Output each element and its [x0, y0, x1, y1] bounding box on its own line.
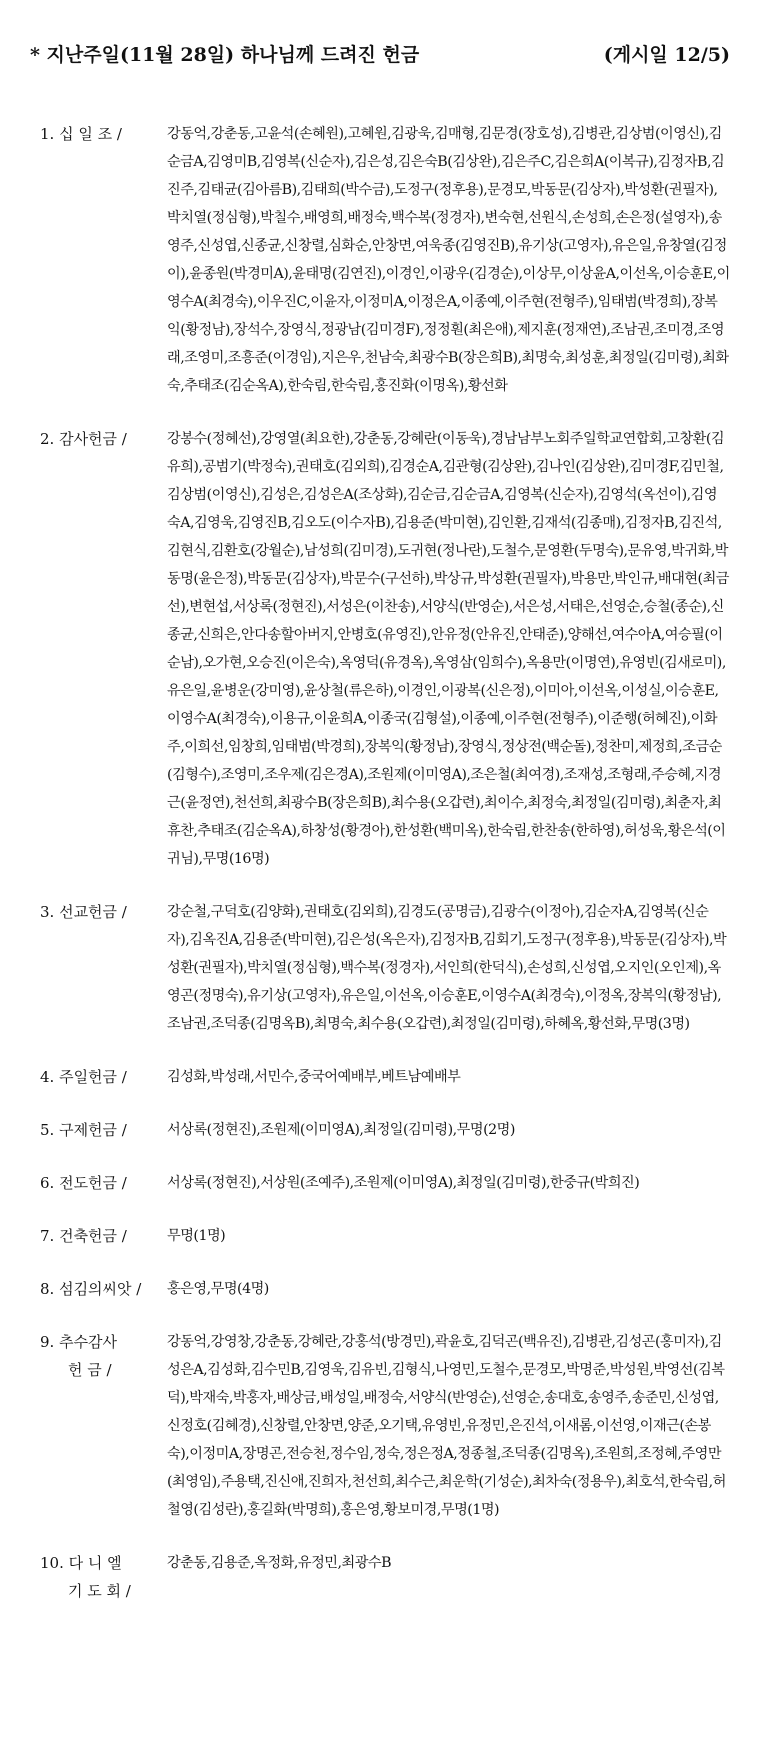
offering-category-label	[40, 1169, 167, 1197]
offering-section	[40, 120, 730, 400]
offering-section	[40, 425, 730, 873]
donor-names: 홍은영,무명(4명)	[167, 1281, 269, 1297]
offering-list	[40, 120, 730, 1630]
offering-category-label	[40, 1275, 167, 1303]
offering-category-label	[40, 1328, 167, 1384]
offering-category-label	[40, 898, 167, 926]
offering-category-label	[40, 425, 167, 453]
donor-names: 서상록(정현진),서상원(조예주),조원제(이미영A),최정일(김미령),한중규(박희진)	[167, 1175, 640, 1191]
donor-names: 김성화,박성래,서민수,중국어예배부,베트남예배부	[167, 1069, 461, 1085]
page-title: * 지난주일(11월 28일) 하나님께 드려진 헌금	[30, 44, 420, 66]
donor-names: 무명(1명)	[167, 1228, 226, 1244]
offering-section	[40, 1169, 730, 1197]
donor-names: 강춘동,김용준,옥정화,유정민,최광수B	[167, 1555, 392, 1571]
donor-names: 강봉수(정혜선),강영열(최요한),강춘동,강혜란(이동욱),경남남부노회주일학교연합회,고창환(김유희),공범기(박정숙),권태호(김외희),김경순A,김관형(김상완),김나인(김상완),김미경F,김민철,김상범(이영신),김성은,김성은A(조상화),김순금,김순금A,김영복(신순자),김영석(옥선이),김영숙A,김영욱,김영진B,김오도(이수자B),김용준(박미현),김인환,김재석(김종매),김정자B,김진석,김현식,김환호(강월순),남성희(김미경),도귀현(정나란),도철수,문영환(두명숙),문유영,박귀화,박동명(윤은정),박동문(김상자),박문수(구선하),박상규,박성환(권필자),박용만,박인규,배대현(최금선),변현섭,서상록(정현진),서성은(이찬송),서양식(반영순),서은성,서태은,선영순,승철(종순),신종균,신희은,안다송할아버지,안병호(유영진),안유정(안유진,안태준),양해선,여수아A,여승필(이순남),오가현,오승진(이은숙),옥영덕(유경옥),옥영삼(임희수),옥용만(이명연),유영빈(김새로미),유은일,윤병운(강미영),윤상철(류은하),이경인,이광복(신은정),이미아,이선옥,이성실,이승훈E,이영수A(최경숙),이용규,이윤희A,이종국(김형설),이종예,이주현(전형주),이준행(허혜진),이화주,이희선,임창희,임태범(박경희),장복익(황정남),장영식,정상전(백순돌),정찬미,제정희,조금순(김형수),조영미,조우제(김은경A),조원제(이미영A),조은철(최여경),조재성,조형래,주승혜,지경근(윤정연),천선희,최광수B(장은희B),최수용(오갑련),최이수,최정숙,최정일(김미령),최춘자,최휴찬,추태조(김순옥A),하창성(황경아),한성환(백미옥),한숙림,한찬송(한하영),허성욱,황은석(이귀님),무명(16명)	[167, 431, 729, 867]
post-date: (게시일 12/5)	[603, 44, 730, 66]
offering-category-label	[40, 120, 167, 148]
offering-section	[40, 1222, 730, 1250]
category-label-line: 9. 추수감사	[40, 1333, 118, 1351]
offering-category-label	[40, 1116, 167, 1144]
offering-section	[40, 1116, 730, 1144]
offering-section	[40, 1275, 730, 1303]
offering-section	[40, 898, 730, 1038]
category-label-line-2: 기 도 회 /	[68, 1582, 131, 1600]
donor-names: 서상록(정현진),조원제(이미영A),최정일(김미령),무명(2명)	[167, 1122, 515, 1138]
offering-category-label	[40, 1063, 167, 1091]
header	[30, 40, 730, 67]
offering-section	[40, 1063, 730, 1091]
category-label-line: 10. 다 니 엘	[40, 1554, 122, 1572]
category-label-line: 4. 주일헌금 /	[40, 1068, 127, 1086]
donor-names: 강동억,강영창,강춘동,강혜란,강홍석(방경민),곽윤호,김덕곤(백유진),김병관,김성곤(홍미자),김성은A,김성화,김수민B,김영욱,김유빈,김형식,나영민,도철수,문경모,박명준,박성원,박영선(김복덕),박재숙,박홍자,배상금,배성일,배정숙,서양식(반영순),선영순,송대호,송영주,송준민,신성엽,신정호(김혜경),신창렬,안창면,양준,오기택,유영빈,유정민,은진석,이새롬,이선영,이재근(손봉숙),이정미A,장명곤,전승천,정수임,정숙,정은정A,정종철,조덕종(김명옥),조원희,조정혜,주영만(최영임),주용택,진신애,진희자,천선희,최수근,최운학(기성순),최차숙(정용우),최호석,한숙림,허철영(김성란),홍길화(박명희),홍은영,황보미경,무명(1명)	[167, 1334, 726, 1518]
offering-category-label	[40, 1549, 167, 1605]
category-label-line: 5. 구제헌금 /	[40, 1121, 127, 1139]
category-label-line: 2. 감사헌금 /	[40, 430, 127, 448]
category-label-line: 8. 섬김의씨앗 /	[40, 1280, 142, 1298]
offering-section	[40, 1328, 730, 1524]
offering-section	[40, 1549, 730, 1605]
category-label-line: 6. 전도헌금 /	[40, 1174, 127, 1192]
donor-names: 강순철,구덕호(김양화),권태호(김외희),김경도(공명금),김광수(이정아),김순자A,김영복(신순자),김옥진A,김용준(박미현),김은성(옥은자),김정자B,김회기,도정구(정후용),박동문(김상자),박성환(권필자),박치열(정심형),백수복(정경자),서인희(한덕식),손성희,신성엽,오지인(오인제),옥영곤(정명숙),유기상(고영자),유은일,이선옥,이승훈E,이영수A(최경숙),이정옥,장복익(황정남),조남권,조덕종(김명옥B),최명숙,최수용(오갑련),최정일(김미령),하혜옥,황선화,무명(3명)	[167, 904, 727, 1032]
offering-category-label	[40, 1222, 167, 1250]
category-label-line: 3. 선교헌금 /	[40, 903, 127, 921]
category-label-line: 7. 건축헌금 /	[40, 1227, 127, 1245]
category-label-line: 1. 십 일 조 /	[40, 125, 122, 143]
donor-names: 강동억,강춘동,고윤석(손혜원),고혜원,김광욱,김매형,김문경(장호성),김병관,김상범(이영신),김순금A,김영미B,김영복(신순자),김은성,김은숙B(김상완),김은주C,김은희A(이복규),김정자B,김진주,김태균(김아름B),김태희(박수금),도정구(정후용),문경모,박동문(김상자),박성환(권필자),박치열(정심형),박칠수,배영희,배정숙,백수복(정경자),변숙현,선원식,손성희,손은정(설영자),송영주,신성엽,신종균,신창렬,심화순,안창면,여욱종(김영진B),유기상(고영자),유은일,유창열(김정이),윤종원(박경미A),윤태명(김연진),이경인,이광우(김경순),이상무,이상윤A,이선옥,이승훈E,이영수A(최경숙),이우진C,이윤자,이정미A,이정은A,이종예,이주현(전형주),임태범(박경희),장복익(황정남),장석수,장영식,정광남(김미경F),정정훤(최은애),제지훈(정재연),조남권,조미경,조영래,조영미,조흥준(이경임),지은우,천남숙,최광수B(장은희B),최명숙,최성훈,최정일(김미령),최화숙,추태조(김순옥A),한숙림,한숙림,홍진화(이명옥),황선화	[167, 126, 730, 394]
category-label-line-2: 헌 금 /	[68, 1361, 112, 1379]
